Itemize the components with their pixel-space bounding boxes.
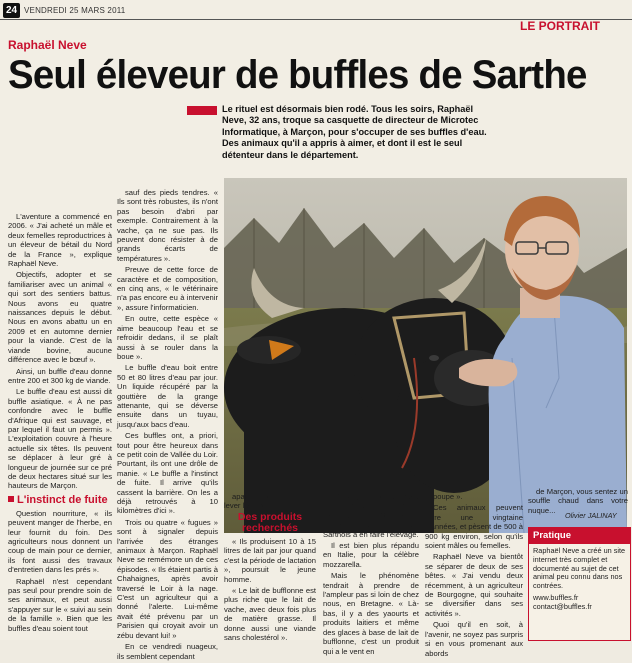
paragraph: sauf des pieds tendres. « Ils sont très robustes, ils n'ont pas besoin d'abri par exemple. Contrairement à la vache, ça ne sue pas. Ils peuvent donc résister à de grands écarts de températures ». — [117, 188, 218, 263]
article-photo — [224, 178, 627, 533]
paragraph: En ce vendredi nuageux, ils semblent cependant — [117, 642, 218, 661]
paragraph: apaisés, peu disposés à lever les voiles. — [224, 492, 316, 511]
article-kicker: Raphaël Neve — [8, 38, 87, 52]
pratique-box — [528, 527, 631, 641]
article-lead: Le rituel est désormais bien rodé. Tous les soirs, Raphaël Neve, 32 ans, troque sa casquette de directeur de Microtec Informatique, à Marçon, pour s'occuper de ses buffles d'eau. Des animaux qu'il a appris à aimer, et dont il est le seul détenteur dans le département. — [222, 104, 487, 160]
subheading-marker — [8, 496, 14, 502]
paragraph: Quoi qu'il en soit, à l'avenir, ne soyez pas surpris si en vous promenant aux abords — [425, 620, 523, 658]
paragraph: Ainsi, un buffle d'eau donne entre 200 et 300 kg de viande. — [8, 366, 112, 385]
page-number: 24 — [3, 3, 20, 18]
paragraph: « Ils produisent 10 à 15 litres de lait par jour quand c'est la période de lactation », poursuit le jeune homme. — [224, 537, 316, 584]
paragraph: Objectifs, adopter et se familiariser avec un animal « qui sort des sentiers battus. Nous avons eu quatre naissances depuis le début. Nous en avons abattu un en 2009 et en automne dernier pour la viande. C'est de la viande bovine, aucune différence avec le bœuf ». — [8, 270, 112, 365]
column-5 — [425, 492, 523, 660]
paragraph: Question nourriture, « ils peuvent manger de l'herbe, en leur fournit du foin. Des agriculteurs nous donnent un coup de main pour ce dernier, ils font aussi des travaux d'entretien dans les prés ». — [8, 508, 112, 575]
paragraph: Preuve de cette force de caractère et de composition, en cinq ans, « le vétérinaire n'a pas encore eu à intervenir », assure l'informaticien. — [117, 265, 218, 312]
section-label: LE PORTRAIT — [520, 19, 600, 33]
paragraph: poupe ». — [433, 492, 463, 501]
paragraph: En outre, cette espèce « aime beaucoup l'eau et se refroidir dedans, il se plaît aussi à se rouler dans la boue ». — [117, 314, 218, 361]
paragraph: L'aventure a commencé en 2006. « J'ai acheté un mâle et deux femelles reproductrices à un éleveur de bétail du Nord de la France », explique Raphaël Neve. — [8, 212, 112, 269]
column-4 — [323, 492, 419, 658]
paragraph: Raphaël n'est cependant pas seul pour prendre soin de ses animaux, et peut aussi s'appuyer sur le « suivi au sein de la famille ». Bien que les buffles d'eau soient tout — [8, 576, 112, 633]
paragraph: Le buffle d'eau boit entre 50 et 80 litres d'eau par jour. Un liquide récupéré par la gouttière de la grange attenante, qui se déverse ensuite dans un tuyau, jusqu'aux bacs d'eau. — [117, 363, 218, 429]
paragraph: Ces animaux peuvent vivre une vingtaine d'années, et pèsent de 500 à 900 kg environ, selon qu'ils soient mâles ou femelles. — [425, 503, 523, 551]
byline: Olivier JALINAY — [565, 511, 617, 520]
subheading — [8, 494, 112, 506]
column-3 — [224, 492, 316, 513]
paragraph: « Le lait de bufflonne est plus riche que le lait de vache, avec deux fois plus de matière grasse. Il donne aussi une viande sans cholestérol ». — [224, 586, 316, 643]
paragraph: Il est bien plus répandu en Italie, pour la célèbre mozzarella. — [323, 541, 419, 569]
website-link[interactable]: www.buffles.fr — [533, 592, 579, 602]
column-3b — [224, 537, 316, 644]
email-link[interactable]: contact@buffles.fr — [533, 601, 592, 611]
paragraph: Le buffle d'eau est aussi dit buffle asiatique. « À ne pas confondre avec le buffle d'Afrique qui est sauvage, et par lequel il faut un permis ». L'exploitation couvre à l'heure actuelle six têtes. Ils peuvent se déplacer à leur gré à longueur de journée sur ce pré de deux hectares situé sur les hauteurs de Marçon. — [8, 387, 112, 491]
paragraph: Trois ou quatre « fugues » sont à signaler depuis l'arrivée des étranges animaux à Marçon. Raphaël Neve se remémore un de ces épisodes. « Ils étaient partis à Chahaignes, après avoir traversé le Loir à la nage. C'est un agriculteur qui a donné l'alerte. Lui-même avait été prévenu par un Parisien qui croyait avoir un zébu devant lui! » — [117, 517, 218, 640]
lead-marker — [187, 106, 217, 115]
issue-date: VENDREDI 25 MARS 2011 — [24, 6, 126, 15]
pratique-text: Raphaël Neve a créé un site internet très complet et documenté au sujet de cet animal peu connu dans nos contrées. — [533, 546, 626, 591]
paragraph: L'élevage de buffles d'eau est sporadique en France. Raphaël Neve étant à sa connaissance le seul Sarthois à en faire l'élevage. — [323, 492, 419, 539]
photo-image — [224, 178, 627, 533]
paragraph: Raphaël Neve va bientôt se séparer de deux de ses bêtes. « J'ai vendu deux récemment, à un agriculteur de Bourgogne, qui souhaite se diversifier dans ses activités ». — [425, 552, 523, 618]
paragraph: de Marçon, vous sentez un souffle chaud dans votre nuque... — [528, 487, 628, 515]
paragraph: Mais le phénomène tendrait à prendre de l'ampleur pas si loin de chez nous, en Bretagne. « Là-bas, il y a des yaourts et produits laitiers et même des glaces à base de lait de bufflonne, c'est un produit qui a le vent en — [323, 571, 419, 656]
paragraph: Ces buffles ont, a priori, tout pour être heureux dans ce petit coin de Vallée du Loir. Pourtant, ils ont une drôle de manie. « Le buffle a l'instinct de fuite. Il arrive qu'ils cassent la barrière. On les a déjà retrouvés à 10 kilomètres d'ici ». — [117, 431, 218, 516]
column-2 — [117, 188, 218, 663]
subheading-2: Des produits recherchés — [237, 511, 303, 534]
pratique-title: Pratique — [529, 528, 630, 544]
subheading-text: L'instinct de fuite — [17, 493, 108, 506]
column-1 — [8, 212, 112, 635]
article-headline: Seul éleveur de buffles de Sarthe — [8, 53, 587, 97]
pratique-body — [529, 544, 630, 615]
